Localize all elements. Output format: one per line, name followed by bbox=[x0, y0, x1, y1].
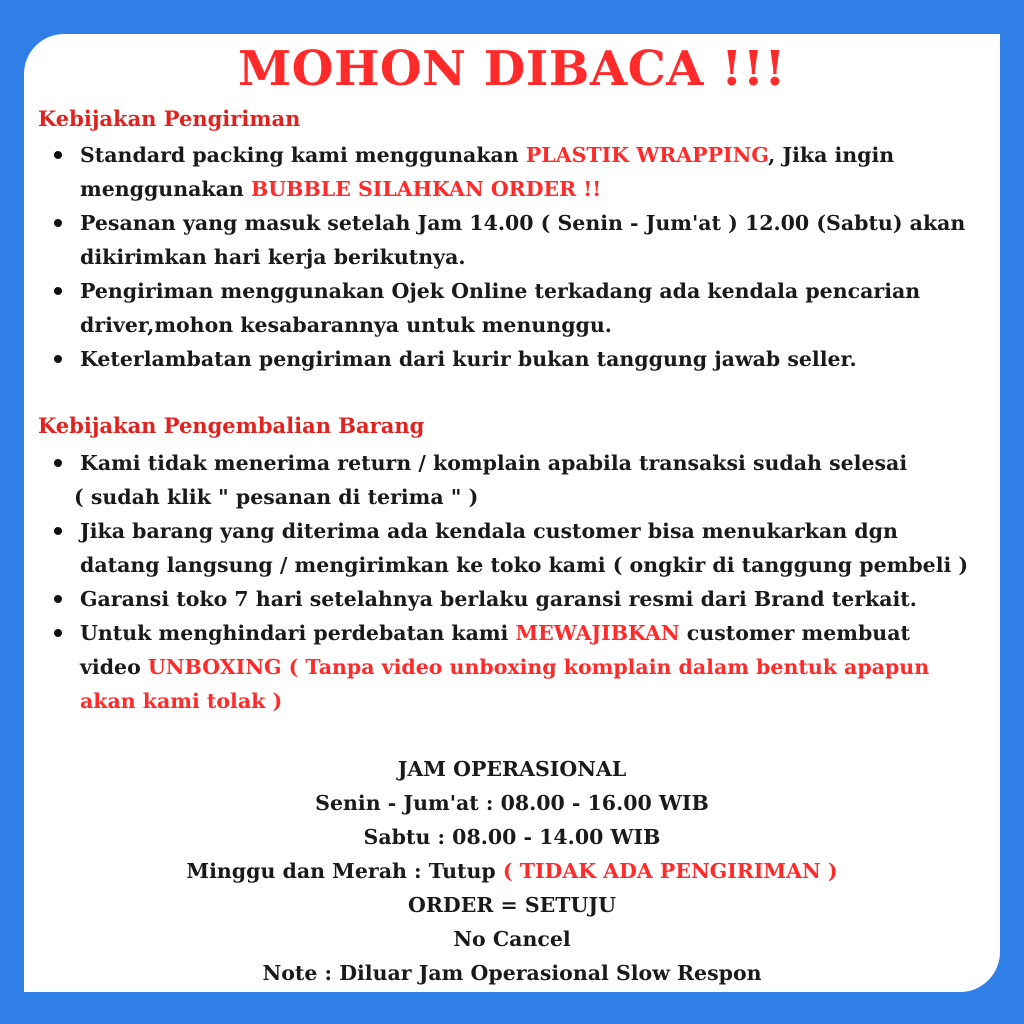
list-item-text: customer membuat bbox=[679, 621, 910, 645]
list-item-text: ( sudah klik " pesanan di terima " ) bbox=[74, 485, 479, 509]
list-item bbox=[24, 206, 1000, 274]
list-item bbox=[24, 274, 1000, 342]
list-item-text: Jika barang yang diterima ada kendala customer bisa menukarkan dgn bbox=[80, 519, 898, 543]
bullet-icon bbox=[54, 629, 62, 637]
list-item-text: menggunakan bbox=[80, 177, 251, 201]
highlight-text: UNBOXING ( Tanpa video unboxing komplain dalam bentuk apapun bbox=[147, 655, 930, 679]
list-item-text: Pengiriman menggunakan Ojek Online terkadang ada kendala pencarian bbox=[80, 279, 921, 303]
list-item-text: Untuk menghindari perdebatan kami bbox=[80, 621, 516, 645]
highlight-text: BUBBLE SILAHKAN ORDER !! bbox=[250, 177, 602, 201]
order-agreement: ORDER = SETUJU bbox=[408, 893, 616, 917]
bullet-icon bbox=[54, 287, 62, 295]
list-item-text: Standard packing kami menggunakan bbox=[80, 143, 526, 167]
hours-weekday: Senin - Jum'at : 08.00 - 16.00 WIB bbox=[315, 791, 709, 815]
bullet-icon bbox=[54, 459, 62, 467]
highlight-text: akan kami tolak ) bbox=[80, 689, 283, 713]
highlight-text: PLASTIK WRAPPING bbox=[525, 143, 769, 167]
list-item-text: video bbox=[80, 655, 148, 679]
bullet-icon bbox=[54, 151, 62, 159]
list-item-text: Kami tidak menerima return / komplain apabila transaksi sudah selesai bbox=[80, 451, 908, 475]
list-item-text: dikirimkan hari kerja berikutnya. bbox=[80, 245, 466, 269]
no-cancel-notice: No Cancel bbox=[453, 927, 571, 951]
bullet-icon bbox=[54, 595, 62, 603]
bullet-icon bbox=[54, 355, 62, 363]
list-item bbox=[24, 446, 1000, 514]
list-item-text: Garansi toko 7 hari setelahnya berlaku garansi resmi dari Brand terkait. bbox=[80, 587, 917, 611]
shipping-policy-list bbox=[24, 138, 1000, 376]
list-item bbox=[24, 582, 1000, 616]
bullet-icon bbox=[54, 527, 62, 535]
list-item-text: datang langsung / mengirimkan ke toko kami ( ongkir di tanggung pembeli ) bbox=[80, 553, 969, 577]
hours-sunday: Minggu dan Merah : Tutup bbox=[186, 859, 503, 883]
notice-card bbox=[24, 34, 1000, 992]
list-item-text: driver,mohon kesabarannya untuk menunggu. bbox=[80, 313, 612, 337]
hours-saturday: Sabtu : 08.00 - 14.00 WIB bbox=[363, 825, 661, 849]
list-item bbox=[24, 138, 1000, 206]
operating-hours bbox=[24, 752, 1000, 990]
list-item-text: Pesanan yang masuk setelah Jam 14.00 ( Senin - Jum'at ) 12.00 (Sabtu) akan bbox=[80, 211, 966, 235]
returns-policy-list bbox=[24, 446, 1000, 718]
list-item-text: , Jika ingin bbox=[768, 143, 895, 167]
list-item bbox=[24, 514, 1000, 582]
highlight-text: MEWAJIBKAN bbox=[515, 621, 680, 645]
slow-response-note: Note : Diluar Jam Operasional Slow Respon bbox=[262, 961, 762, 985]
shipping-policy-heading: Kebijakan Pengiriman bbox=[38, 106, 301, 131]
page-title: MOHON DIBACA !!! bbox=[238, 41, 786, 97]
list-item bbox=[24, 616, 1000, 718]
list-item bbox=[24, 342, 1000, 376]
returns-policy-heading: Kebijakan Pengembalian Barang bbox=[38, 413, 425, 438]
list-item-text: Keterlambatan pengiriman dari kurir bukan tanggung jawab seller. bbox=[80, 347, 857, 371]
bullet-icon bbox=[54, 219, 62, 227]
hours-title: JAM OPERASIONAL bbox=[397, 757, 627, 781]
no-shipping-notice: ( TIDAK ADA PENGIRIMAN ) bbox=[502, 859, 838, 883]
